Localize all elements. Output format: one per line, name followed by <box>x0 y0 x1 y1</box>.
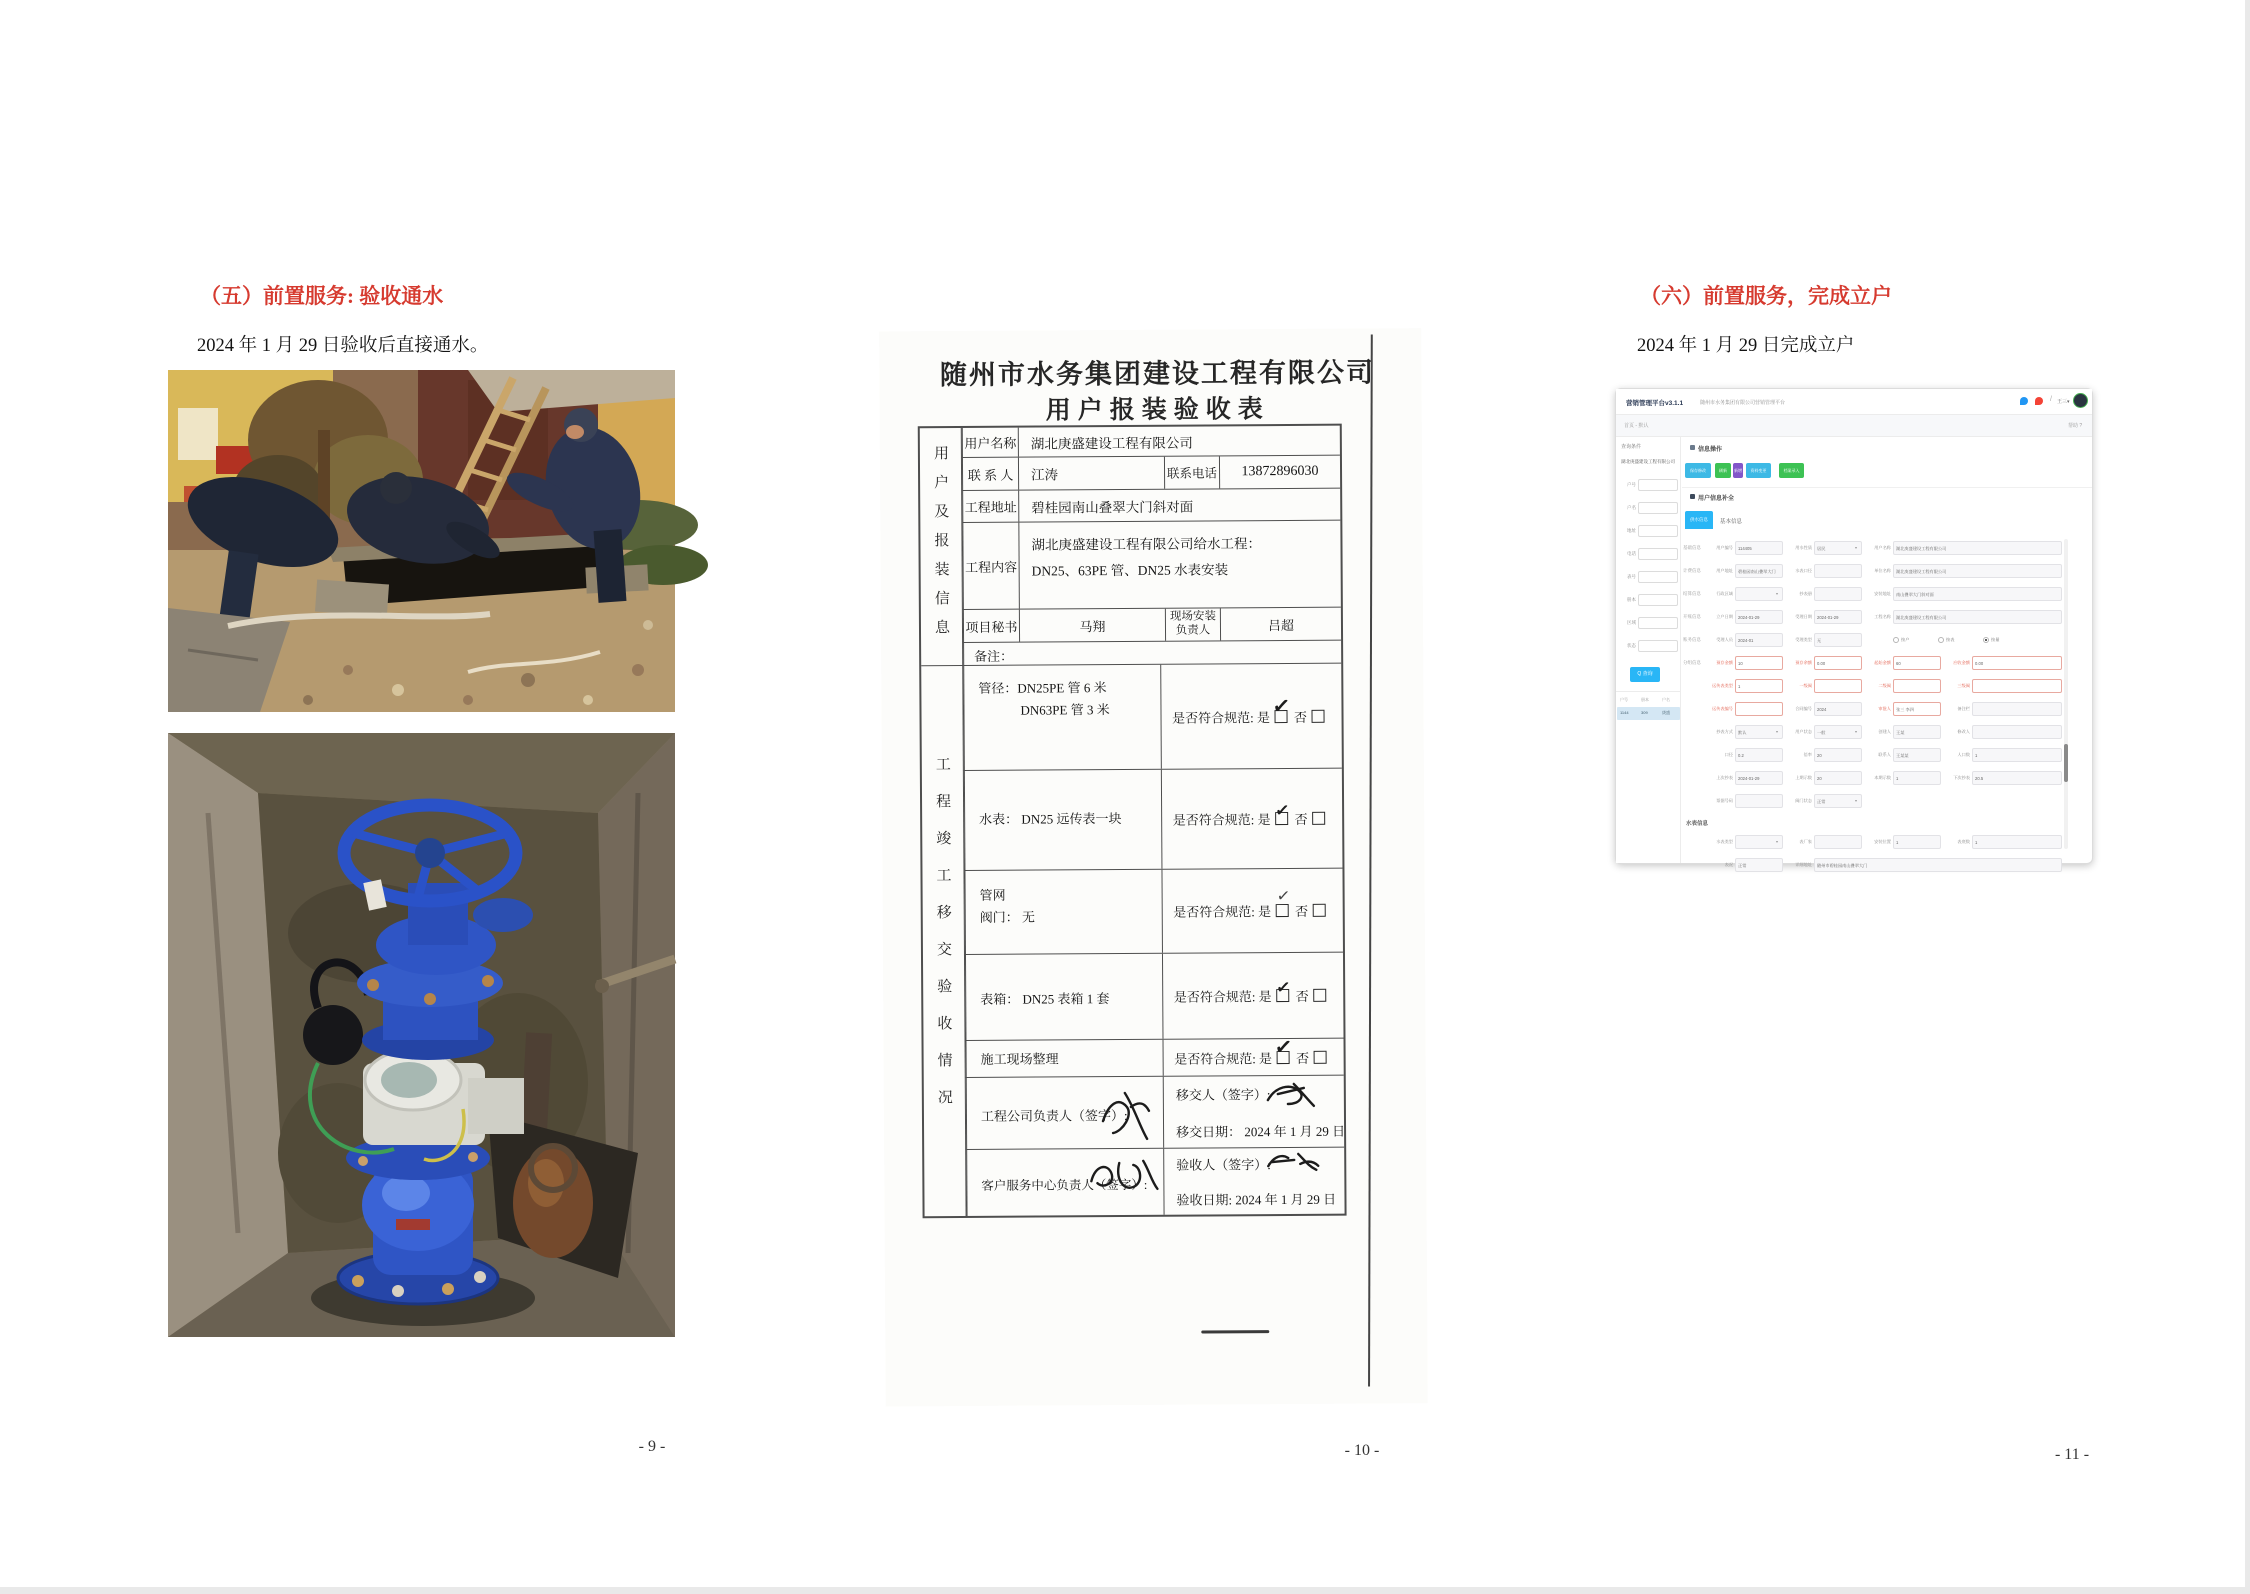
row-value2: 13872896030 <box>1219 456 1340 489</box>
table-row <box>962 426 1340 458</box>
field-input[interactable]: 湖北庚盛建设工程有限公司 <box>1893 610 2062 624</box>
field-input[interactable]: 1 <box>1972 835 2062 849</box>
sidebar-field-input[interactable] <box>1638 502 1678 514</box>
field-label: 口径 <box>1724 752 1733 757</box>
checkbox-yes <box>1276 887 1292 917</box>
field-label: 表厂家 <box>1799 839 1812 844</box>
acceptance-date: 验收日期: 2024 年 1 月 29 日 <box>1176 1191 1337 1208</box>
section-b-vertical-header <box>921 666 966 1216</box>
field-input[interactable]: 2024-01-29 <box>1814 610 1862 624</box>
field-label: 本期示数 <box>1874 775 1891 780</box>
compliance-cell <box>1160 664 1342 769</box>
compliance-no: 否 <box>1294 811 1308 827</box>
content-line1: 水表： DN25 远传表一块 <box>979 811 1122 827</box>
field-label: 阀门状态 <box>1795 798 1812 803</box>
toolbar-button[interactable]: 刷新 <box>1715 463 1731 478</box>
scrollbar-track[interactable] <box>2064 539 2068 849</box>
field-input[interactable]: 114405 <box>1735 541 1783 555</box>
signature-handover-person <box>1264 1078 1318 1108</box>
row-group-label: 分组信息 <box>1683 660 1701 665</box>
tab-basic-info[interactable]: 基本信息 <box>1720 519 1743 525</box>
page11-body-text: 2024 年 1 月 29 日完成立户 <box>1637 336 1855 356</box>
content-line2: DN63PE 管 3 米 <box>1020 702 1110 718</box>
field-label: 远传表类型 <box>1712 683 1733 688</box>
content-line2: 阀门： 无 <box>979 909 1036 925</box>
compliance-text: 是否符合规范: 是 <box>1172 709 1271 726</box>
field-label: 受理人员 <box>1716 637 1733 642</box>
field-label: 抄表方式 <box>1716 729 1733 734</box>
signer-cell <box>967 1077 1163 1149</box>
row-label: 项目秘书 <box>964 610 1020 642</box>
checkbox-yes <box>1271 692 1292 722</box>
field-label: 用户名称 <box>1874 545 1891 550</box>
row-label: 用户名称 <box>963 428 1019 457</box>
field-input[interactable]: 20.5 <box>1972 771 2062 785</box>
compliance-no: 否 <box>1295 1050 1310 1066</box>
user-menu[interactable]: 王三▾ <box>2057 399 2070 405</box>
field-input[interactable]: 王某某 <box>1893 748 1941 762</box>
field-label: 二级阀 <box>1878 683 1891 688</box>
radio-label: 按量 <box>1991 637 2000 642</box>
checkbox-no <box>1314 989 1327 1002</box>
check-mark: ✓ <box>1275 977 1292 998</box>
field-input[interactable]: 60 <box>1893 656 1941 670</box>
field-label: 单位名称 <box>1874 568 1891 573</box>
compliance-text: 是否符合规范: 是 <box>1174 1050 1273 1067</box>
compliance-cell <box>1162 953 1344 1039</box>
row-label: 备注： <box>974 648 1014 664</box>
field-label: 用户编号 <box>1716 545 1733 550</box>
acceptance-cell <box>1163 1148 1344 1215</box>
field-label: 表况 <box>1724 862 1733 867</box>
field-label: 受理类型 <box>1795 637 1812 642</box>
divider <box>1616 691 1681 692</box>
field-input[interactable]: 一般 <box>1814 725 1862 739</box>
page9-heading: （五）前置服务: 验收通水 <box>200 284 444 308</box>
field-label: 预存金额 <box>1716 660 1733 665</box>
table-row <box>963 664 1342 771</box>
check-mark: ✓ <box>1276 887 1292 906</box>
scrollbar-thumb[interactable] <box>2064 744 2068 782</box>
table-row <box>962 489 1340 523</box>
notification-pin-icon[interactable] <box>2020 397 2028 405</box>
row-value: 江涛 <box>1031 467 1059 483</box>
table-row <box>965 953 1344 1041</box>
field-label: 下次抄表 <box>1953 775 1970 780</box>
divider-slash: / <box>2050 396 2052 403</box>
field-label: 三级阀 <box>1957 683 1970 688</box>
signature-acceptance-person <box>1264 1148 1322 1174</box>
radio-label: 按表 <box>1946 637 1955 642</box>
field-label: 倍率 <box>1803 752 1812 757</box>
avatar[interactable] <box>2073 393 2088 408</box>
field-input[interactable]: 王某 <box>1893 725 1941 739</box>
field-label: 上期示数 <box>1795 775 1812 780</box>
checkbox-yes <box>1274 800 1291 825</box>
field-label: 工程名称 <box>1874 614 1891 619</box>
content-line1: 管径：DN25PE 管 6 米 <box>978 680 1107 696</box>
section-a-vertical-header <box>920 428 963 666</box>
checkbox-no <box>1314 1050 1327 1063</box>
field-label: 安装位置 <box>1874 839 1891 844</box>
compliance-no: 否 <box>1295 988 1309 1004</box>
sidebar-field-input[interactable] <box>1638 548 1678 560</box>
table-row <box>962 456 1340 491</box>
field-label: 上次抄表 <box>1716 775 1733 780</box>
row-value <box>1019 521 1341 609</box>
toolbar-button[interactable]: 保存修改 <box>1685 463 1711 478</box>
field-label: 表底数 <box>1957 839 1970 844</box>
sidebar-field-input[interactable] <box>1638 617 1678 629</box>
field-label: 一级阀 <box>1799 683 1812 688</box>
field-input[interactable]: 无 <box>1814 633 1862 647</box>
field-input[interactable] <box>1972 725 2062 739</box>
field-input[interactable]: 2024-01 <box>1735 633 1783 647</box>
compliance-cell <box>1163 1033 1344 1076</box>
help-link[interactable]: 帮助 ? <box>2068 423 2083 429</box>
field-input[interactable]: 正常 <box>1735 858 1783 872</box>
panel-icon <box>1690 445 1695 450</box>
compliance-text: 是否符合规范: 是 <box>1173 904 1272 920</box>
page11-number: - 11 - <box>2054 1446 2090 1463</box>
chevron-down-icon: ▾ <box>1855 798 1858 803</box>
content-line1: 施工现场整理 <box>980 1051 1059 1067</box>
result-column-header: 户名 <box>1662 697 1670 702</box>
app-subtitle: 随州市水务集团有限公司营销管理平台 <box>1700 400 1786 406</box>
handover-date: 移交日期： 2024 年 1 月 29 日 <box>1176 1123 1346 1140</box>
row-value: 马翔 <box>1079 618 1106 634</box>
radio[interactable] <box>1983 637 1989 643</box>
field-label: 创建人 <box>1878 729 1891 734</box>
row-label: 联 系 人 <box>963 458 1019 490</box>
compliance-no: 否 <box>1295 903 1309 919</box>
compliance-cell <box>1161 769 1343 869</box>
content-line1: 湖北庚盛建设工程有限公司给水工程： <box>1031 536 1262 553</box>
field-label: 用水性质 <box>1795 545 1812 550</box>
field-label: 抄表册 <box>1799 591 1812 596</box>
toolbar-button[interactable]: 档案录入 <box>1779 463 1804 478</box>
table-row <box>966 1148 1344 1216</box>
signature-company-manager <box>1095 1085 1153 1143</box>
sidebar-field-label: 电话 <box>1627 551 1636 556</box>
field-input[interactable]: 湖北庚盛建设工程有限公司 <box>1893 541 2062 555</box>
field-input[interactable]: 20 <box>1814 748 1862 762</box>
field-input[interactable]: 1 <box>1735 679 1783 693</box>
field-input[interactable]: 0.2 <box>1735 748 1783 762</box>
inspection-item <box>967 1040 1163 1077</box>
compliance-no: 否 <box>1293 709 1308 725</box>
table-row <box>964 769 1343 871</box>
field-label: 水表类型 <box>1716 839 1733 844</box>
row-group-label: 结算信息 <box>1683 591 1701 596</box>
check-mark: ✓ <box>1273 1033 1294 1060</box>
field-label: 用户状态 <box>1795 729 1812 734</box>
inspection-item <box>965 870 1162 954</box>
breadcrumb[interactable]: 首页 - 默认 <box>1624 423 1649 429</box>
table-row <box>963 641 1341 666</box>
row-group-label: 计费信息 <box>1683 568 1701 573</box>
row-group-label: 基础信息 <box>1683 545 1701 550</box>
field-input[interactable] <box>1893 679 1941 693</box>
sidebar-field-label: 册本 <box>1627 597 1636 602</box>
field-input[interactable]: 1 <box>1893 771 1941 785</box>
inspection-item <box>965 770 1162 870</box>
app-title: 营销管理平台v3.1.1 <box>1626 400 1684 407</box>
field-input[interactable]: 随州市碧桂园南山叠翠大门 <box>1814 858 2062 872</box>
breadcrumb-bar <box>1616 415 2092 437</box>
sidebar-field-label: 状态 <box>1627 643 1636 648</box>
field-input[interactable] <box>1814 587 1862 601</box>
field-label: 人口数 <box>1957 752 1970 757</box>
field-label: 票据号码 <box>1716 798 1733 803</box>
sidebar-field-input[interactable] <box>1638 479 1678 491</box>
section-title: 水表信息 <box>1686 821 1709 827</box>
chevron-down-icon: ▾ <box>1776 839 1779 844</box>
chevron-down-icon: ▾ <box>1776 729 1779 734</box>
row-value2: 吕超 <box>1220 608 1341 641</box>
result-cell: 庚盛 <box>1662 710 1670 715</box>
field-input[interactable]: 默认 <box>1735 725 1783 739</box>
field-input[interactable]: 湖北庚盛建设工程有限公司 <box>1893 564 2062 578</box>
field-input[interactable]: 2024 <box>1814 702 1862 716</box>
field-input[interactable] <box>1972 702 2062 716</box>
field-input[interactable]: 正常 <box>1814 794 1862 808</box>
content-line1: 表箱： DN25 表箱 1 套 <box>980 991 1110 1007</box>
field-label: 审批人 <box>1878 706 1891 711</box>
inspection-item <box>964 665 1161 770</box>
field-input[interactable]: 0.00 <box>1814 656 1862 670</box>
row-label2: 联系电话 <box>1164 456 1219 488</box>
field-input[interactable]: 2024-01-29 <box>1735 610 1783 624</box>
table-row <box>966 1076 1344 1150</box>
field-label: 安装地址 <box>1874 591 1891 596</box>
sidebar-field-input[interactable] <box>1638 594 1678 606</box>
sidebar-customer-name: 湖北庚盛建设工程有限公司 <box>1621 459 1675 464</box>
table-row <box>966 1033 1344 1078</box>
row-label: 工程地址 <box>963 491 1019 522</box>
embedded-app-screenshot <box>1615 388 2093 868</box>
chevron-down-icon: ▾ <box>1855 545 1858 550</box>
row-label: 工程内容 <box>963 523 1020 609</box>
field-label: 立户日期 <box>1716 614 1733 619</box>
compliance-text: 是否符合规范: 是 <box>1173 989 1272 1005</box>
handover-signer-label: 移交人（签字）: <box>1175 1087 1271 1103</box>
sidebar-field-label: 户名 <box>1627 505 1636 510</box>
field-label: 用户地址 <box>1716 568 1733 573</box>
field-label: 远传表编号 <box>1712 706 1733 711</box>
field-label: 应收金额 <box>1953 660 1970 665</box>
field-label: 起始金额 <box>1874 660 1891 665</box>
inspection-item <box>966 954 1163 1040</box>
result-cell: 1144 <box>1620 710 1629 715</box>
page9-number: - 9 - <box>638 1438 666 1455</box>
compliance-text: 是否符合规范: 是 <box>1172 812 1271 828</box>
chevron-down-icon: ▾ <box>1855 729 1858 734</box>
sidebar-field-label: 地址 <box>1627 528 1636 533</box>
field-label: 水表口径 <box>1795 568 1812 573</box>
content-line1: 管网 <box>979 887 1006 903</box>
radio-label: 按户 <box>1901 637 1910 642</box>
result-column-header: 册本 <box>1641 697 1649 702</box>
field-label: 行政区域 <box>1716 591 1733 596</box>
signer-label: 客户服务中心负责人（签字）: <box>981 1177 1148 1193</box>
sidebar-section-title: 查询条件 <box>1621 444 1642 450</box>
radio[interactable] <box>1938 637 1944 643</box>
sidebar-field-label: 区域 <box>1627 620 1636 625</box>
toolbar-button[interactable]: 资料变更 <box>1746 463 1771 478</box>
page9-body-text: 2024 年 1 月 29 日验收后直接通水。 <box>197 336 489 356</box>
section-b-vertical-label: 工程竣工移交验收情况 <box>933 756 953 1127</box>
sidebar-field-input[interactable] <box>1638 571 1678 583</box>
field-input[interactable] <box>1814 679 1862 693</box>
result-column-header: 户号 <box>1620 697 1628 702</box>
page10-number: - 10 - <box>1344 1442 1380 1459</box>
radio[interactable] <box>1893 637 1899 643</box>
toolbar-panel-title: 信息操作 <box>1698 447 1723 453</box>
field-input[interactable]: 碧桂园南山叠翠大门 <box>1735 564 1783 578</box>
checkbox-no <box>1313 812 1326 825</box>
content-line2: DN25、63PE 管、DN25 水表安装 <box>1031 561 1229 579</box>
field-input[interactable]: 南山叠翠大门斜对面 <box>1893 587 2062 601</box>
field-label: 备注栏 <box>1957 706 1970 711</box>
acceptance-form-table <box>918 424 1347 1219</box>
field-input[interactable] <box>1814 835 1862 849</box>
tab-supply-info[interactable]: 供水信息 <box>1685 511 1713 529</box>
signer-cell <box>967 1149 1163 1216</box>
row-group-label: 账务信息 <box>1683 637 1701 642</box>
form-title-line1: 随州市水务集团建设工程有限公司 <box>939 357 1376 391</box>
field-input[interactable] <box>1735 794 1783 808</box>
row-label2: 现场安装负责人 <box>1165 608 1220 640</box>
check-mark: ✓ <box>1271 692 1292 719</box>
checkbox-no <box>1313 904 1326 917</box>
checkbox-yes <box>1275 977 1292 1002</box>
field-input[interactable]: 10 <box>1735 656 1783 670</box>
editor-panel-title: 用户信息补全 <box>1698 496 1735 502</box>
row-group-label: 开账信息 <box>1683 614 1701 619</box>
checkbox-no <box>1312 709 1325 722</box>
field-input[interactable] <box>1814 564 1862 578</box>
alert-pin-icon[interactable] <box>2035 397 2043 405</box>
field-input[interactable]: 0.00 <box>1972 656 2062 670</box>
check-mark: ✓ <box>1274 800 1291 821</box>
signer-label: 工程公司负责人（签字）: <box>980 1107 1128 1124</box>
row-value: 碧桂园南山叠翠大门斜对面 <box>1031 499 1194 516</box>
checkbox-yes <box>1273 1033 1294 1063</box>
field-input[interactable]: 1 <box>1972 748 2062 762</box>
signature-service-center-manager <box>1085 1153 1161 1195</box>
field-input[interactable]: 2024-01-29 <box>1735 771 1783 785</box>
acceptance-signer-label: 验收人（签字）: <box>1176 1157 1271 1173</box>
sidebar-field-input[interactable] <box>1638 525 1678 537</box>
field-label: 合同编号 <box>1795 706 1812 711</box>
field-input[interactable] <box>1972 679 2062 693</box>
field-label: 预存余额 <box>1795 660 1812 665</box>
form-title-line2: 用户报装验收表 <box>1045 396 1270 425</box>
table-row <box>963 608 1341 643</box>
sidebar-search-button[interactable]: Q 查询 <box>1630 667 1660 682</box>
sidebar-field-label: 表号 <box>1627 574 1636 579</box>
result-cell: 309 <box>1641 710 1648 715</box>
sidebar-field-input[interactable] <box>1638 640 1678 652</box>
field-input[interactable]: 居民 <box>1814 541 1862 555</box>
handover-cell <box>1163 1076 1344 1148</box>
section-a-vertical-label: 用户及报装信息 <box>931 445 950 649</box>
field-input[interactable]: 20 <box>1814 771 1862 785</box>
field-label: 详细地址 <box>1795 862 1812 867</box>
toolbar-button[interactable]: 新增 <box>1733 463 1743 478</box>
field-input[interactable]: 张三 李四 <box>1893 702 1941 716</box>
divider <box>1682 487 2092 488</box>
table-row <box>964 869 1343 955</box>
field-label: 修改人 <box>1957 729 1970 734</box>
table-row <box>962 521 1341 610</box>
field-input[interactable]: 1 <box>1893 835 1941 849</box>
compliance-cell <box>1161 869 1343 953</box>
field-label: 受理日期 <box>1795 614 1812 619</box>
field-label: 联系人 <box>1878 752 1891 757</box>
user-icon <box>1690 494 1695 499</box>
page11-heading: （六）前置服务，完成立户 <box>1640 284 1892 308</box>
row-value: 湖北庚盛建设工程有限公司 <box>1030 435 1193 452</box>
field-input[interactable] <box>1735 702 1783 716</box>
chevron-down-icon: ▾ <box>1776 591 1779 596</box>
sidebar-field-label: 户号 <box>1627 482 1636 487</box>
scan-artifact-dash <box>1201 1330 1269 1333</box>
